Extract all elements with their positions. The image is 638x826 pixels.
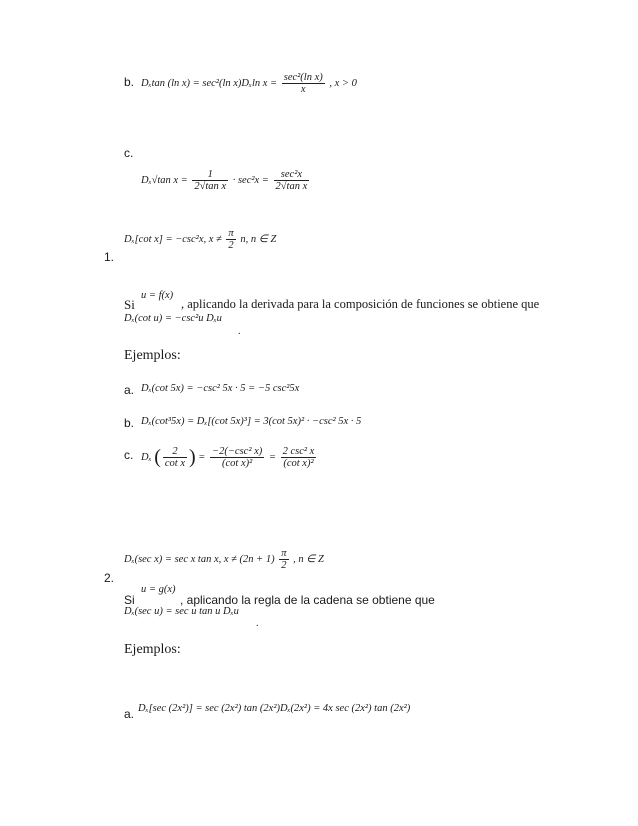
cot-u-definition: u = f(x): [141, 290, 174, 301]
cot-ex-c-fraction-3: [281, 446, 317, 469]
cot-ex-b-label: b.: [124, 416, 135, 430]
cot-ex-c-eq-2: =: [268, 451, 276, 463]
item-b-cond: , x > 0: [329, 77, 357, 89]
item-b-lhs: Dₓtan (ln x) = sec²(ln x)Dₓln x =: [141, 77, 278, 89]
sec-si: Si: [124, 593, 135, 607]
cot-ex-c-f2-num: −2(−csc² x): [212, 446, 263, 457]
item-c-fraction-2: [274, 169, 310, 192]
item-b-frac-num: sec²(ln x): [283, 72, 323, 83]
left-paren-glyph: (: [154, 446, 161, 468]
cot-ex-c-f3-den: (cot x)²: [283, 458, 314, 469]
cot-ex-a-formula: Dₓ(cot 5x) = −csc² 5x · 5 = −5 csc²5x: [141, 383, 300, 394]
sec-chain-dot: .: [256, 618, 259, 629]
section-2-number: 2.: [104, 571, 115, 585]
cot-ex-b-formula: Dₓ(cot³5x) = Dₓ[(cot 5x)³] = 3(cot 5x)² · −csc² 5x · 5: [141, 416, 362, 427]
cot-ex-c-fraction-2: [210, 446, 264, 469]
cot-derivative-formula: [124, 228, 276, 251]
sec-formula-fraction: [279, 548, 288, 571]
cot-examples-title: Ejemplos:: [124, 348, 181, 363]
sec-frac-num: π: [281, 548, 287, 559]
item-c-frac2-num: sec²x: [274, 169, 310, 181]
cot-frac-num: π: [228, 228, 234, 239]
item-b-fraction: [282, 72, 325, 95]
item-b-frac-den: x: [300, 84, 306, 95]
cot-chain-rule: Dₓ(cot u) = −csc²u Dₓu: [124, 313, 222, 324]
cot-ex-c-label: c.: [124, 448, 134, 462]
sec-intro-text: , aplicando la regla de la cadena se obtiene que: [180, 593, 435, 607]
sec-formula-post: , n ∈ Z: [293, 553, 324, 565]
cot-ex-a-label: a.: [124, 383, 135, 397]
cot-ex-c-f2-den: (cot x)²: [222, 458, 253, 469]
item-c-formula: [141, 169, 311, 192]
cot-formula-pre: Dₓ[cot x] = −csc²x, x ≠: [124, 233, 222, 245]
sec-formula-pre: Dₓ(sec x) = sec x tan x, x ≠ (2n + 1): [124, 553, 275, 565]
cot-ex-c-f1-num: 2: [163, 446, 187, 458]
sec-examples-title: Ejemplos:: [124, 642, 181, 657]
cot-ex-c-formula: [141, 446, 318, 469]
cot-formula-fraction: [226, 228, 235, 251]
cot-ex-c-eq-1: =: [198, 451, 206, 463]
cot-formula-post: n, n ∈ Z: [240, 233, 277, 245]
sec-frac-den: 2: [281, 560, 287, 571]
sec-ex-a-label: a.: [124, 707, 135, 721]
sec-ex-a-formula: Dₓ[sec (2x²)] = sec (2x²) tan (2x²)Dₓ(2x²) = 4x sec (2x²) tan (2x²): [138, 703, 411, 714]
sec-derivative-formula: [124, 548, 324, 571]
item-b-label: b.: [124, 75, 135, 89]
cot-intro-text: , aplicando la derivada para la composición de funciones se obtiene que: [181, 297, 540, 311]
cot-ex-c-d: Dₓ: [141, 451, 152, 463]
sec-u-definition: u = g(x): [141, 584, 176, 595]
cot-ex-c-f1-den: cot x: [164, 458, 185, 469]
item-c-frac1-num: 1: [192, 169, 228, 181]
cot-frac-den: 2: [228, 240, 234, 251]
cot-ex-c-f3-num: 2 csc² x: [282, 446, 315, 457]
sec-chain-rule: Dₓ(sec u) = sec u tan u Dₓu: [124, 606, 239, 617]
item-c-lhs: Dₓ√tan x =: [141, 174, 188, 186]
right-paren-glyph: ): [189, 446, 196, 468]
item-c-fraction-1: [192, 169, 228, 192]
item-c-label: c.: [124, 146, 134, 160]
cot-si: Si: [124, 297, 135, 312]
item-c-frac2-den: 2√tan x: [275, 181, 308, 192]
cot-ex-c-fraction-1: [163, 446, 187, 469]
item-c-frac1-den: 2√tan x: [194, 181, 227, 192]
cot-chain-dot: .: [238, 326, 241, 337]
section-1-number: 1.: [104, 250, 115, 264]
item-b-formula: [141, 72, 357, 95]
item-c-mid: · sec²x =: [232, 174, 269, 186]
